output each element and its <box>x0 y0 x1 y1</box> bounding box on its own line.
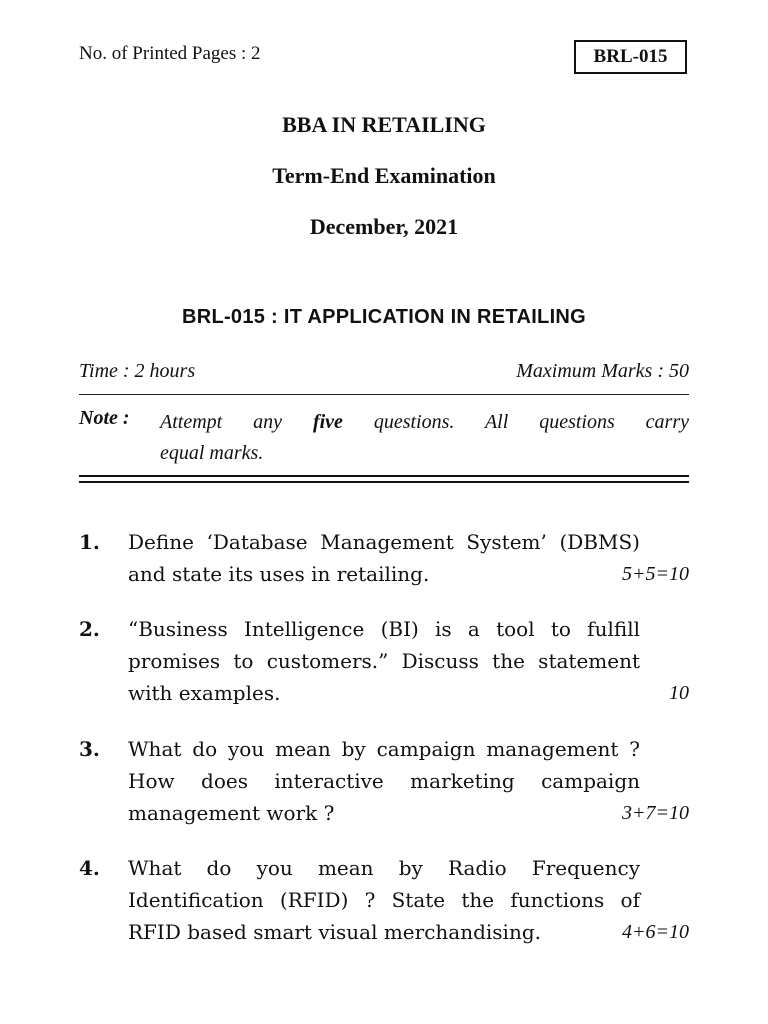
question-line: with examples. <box>128 681 281 705</box>
note-emphasis: five <box>312 411 343 433</box>
question-number: 3. <box>79 737 100 761</box>
note-pre: Attempt any <box>160 411 313 433</box>
question-number: 2. <box>79 617 100 641</box>
subject-title: BRL-015 : IT APPLICATION IN RETAILING <box>181 306 587 328</box>
exam-title: Term-End Examination <box>272 163 496 188</box>
divider-double-bottom <box>79 481 689 483</box>
note-line2: equal marks. <box>160 442 264 464</box>
question-line: “Business Intelligence (BI) is a tool to fulfill <box>128 617 640 641</box>
exam-session: December, 2021 <box>309 214 459 239</box>
question-marks: 3+7=10 <box>622 802 689 824</box>
question-number: 1. <box>79 530 100 554</box>
maximum-marks: Maximum Marks : 50 <box>516 360 689 382</box>
question-line: and state its uses in retailing. <box>128 562 430 586</box>
note-post: questions. All questions carry <box>342 411 690 433</box>
question-marks: 5+5=10 <box>622 563 689 585</box>
question-line: Define ‘Database Management System’ (DBMS) <box>128 530 640 554</box>
question-line: RFID based smart visual merchandising. <box>128 920 541 944</box>
programme-title: BBA IN RETAILING <box>282 112 486 137</box>
question-line: What do you mean by campaign management ? <box>128 737 640 761</box>
question-line: Identification (RFID) ? State the functions of <box>128 888 640 912</box>
paper-code-box: BRL-015 <box>574 40 687 74</box>
question-line: How does interactive marketing campaign <box>128 769 640 793</box>
question-marks: 10 <box>669 682 689 704</box>
question-line: What do you mean by Radio Frequency <box>128 856 640 880</box>
question-text <box>128 526 640 590</box>
question-line: management work ? <box>128 801 335 825</box>
time-allowed: Time : 2 hours <box>79 360 196 382</box>
question-line: promises to customers.” Discuss the statement <box>128 649 640 673</box>
divider-double-top <box>79 475 689 477</box>
question-text <box>128 733 640 829</box>
divider-thin <box>79 394 689 395</box>
question-marks: 4+6=10 <box>622 921 689 943</box>
note-text <box>160 407 689 469</box>
question-number: 4. <box>79 856 100 880</box>
note-label: Note : <box>79 407 130 429</box>
printed-pages-label: No. of Printed Pages : 2 <box>79 43 261 64</box>
question-text <box>128 852 640 948</box>
question-text <box>128 613 640 709</box>
